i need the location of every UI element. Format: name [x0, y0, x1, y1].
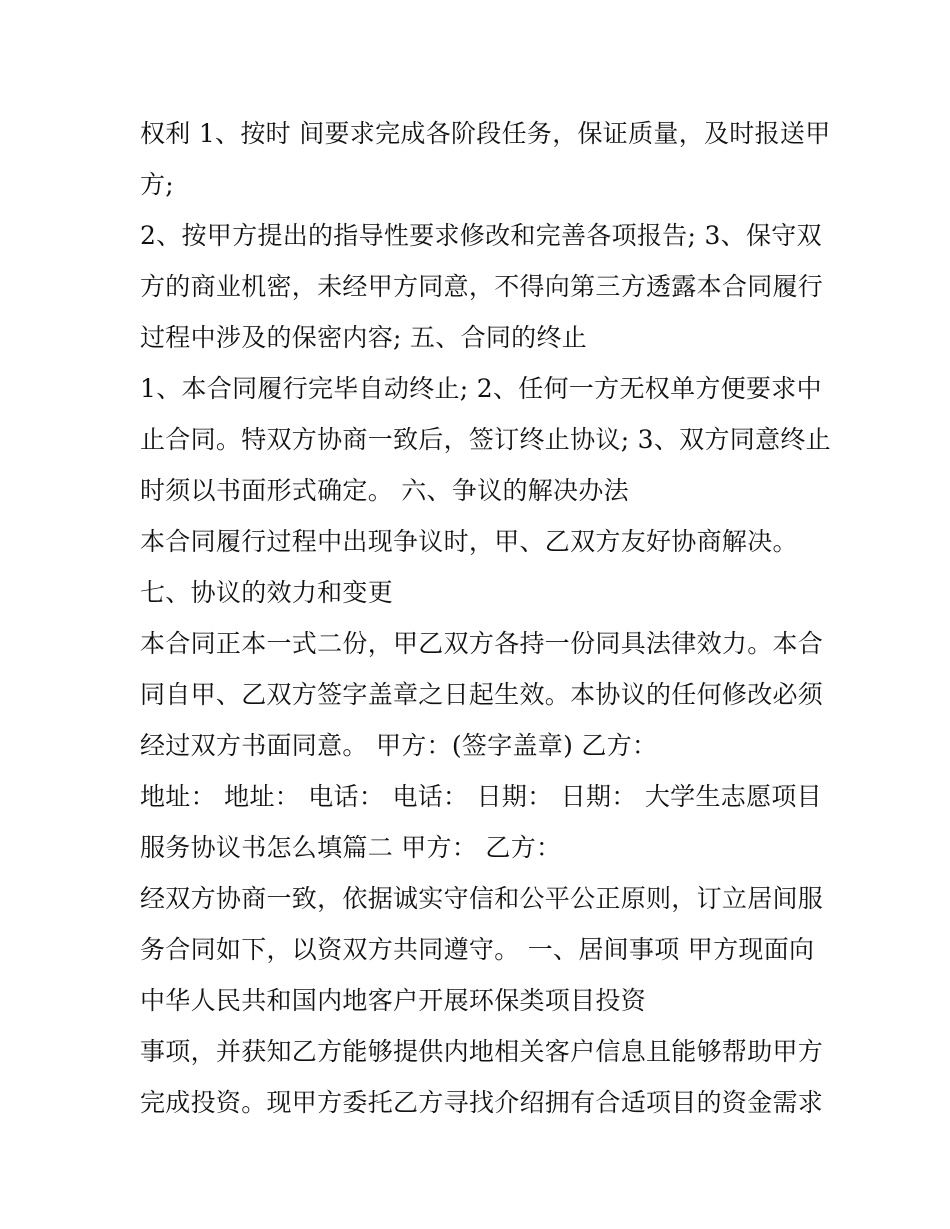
text-line: 2、按甲方提出的指导性要求修改和完善各项报告; 3、保守双	[140, 221, 822, 250]
text-line: 完成投资。现甲方委托乙方寻找介绍拥有合适项目的资金需求	[140, 1088, 824, 1117]
text-line: 地址： 地址： 电话： 电话： 日期： 日期： 大学生志愿项目	[140, 782, 822, 811]
text-line: 经过双方书面同意。 甲方：(签字盖章) 乙方：	[140, 731, 658, 760]
document-body	[140, 108, 831, 1128]
text-line: 时须以书面形式确定。 六、争议的解决办法	[140, 476, 629, 505]
text-line: 务合同如下，以资双方共同遵守。 一、居间事项 甲方现面向	[140, 935, 815, 964]
text-line: 经双方协商一致，依据诚实守信和公平公正原则，订立居间服	[140, 884, 824, 913]
text-line: 1、本合同履行完毕自动终止; 2、任何一方无权单方便要求中	[140, 374, 822, 403]
text-line: 本合同履行过程中出现争议时，甲、乙双方友好协商解决。	[140, 527, 798, 556]
text-line: 止合同。特双方协商一致后，签订终止协议; 3、双方同意终止	[140, 425, 831, 454]
text-line: 方的商业机密，未经甲方同意，不得向第三方透露本合同履行	[140, 272, 824, 301]
text-line: 权利 1、按时 间要求完成各阶段任务，保证质量，及时报送甲	[140, 119, 831, 148]
text-line: 同自甲、乙双方签字盖章之日起生效。本协议的任何修改必须	[140, 680, 824, 709]
text-line: 七、协议的效力和变更	[140, 578, 394, 607]
text-line: 过程中涉及的保密内容; 五、合同的终止	[140, 323, 588, 352]
text-line: 中华人民共和国内地客户开展环保类项目投资	[140, 986, 647, 1015]
text-line: 方;	[140, 170, 175, 199]
text-line: 服务协议书怎么填篇二 甲方： 乙方：	[140, 833, 562, 862]
text-line: 事项，并获知乙方能够提供内地相关客户信息且能够帮助甲方	[140, 1037, 824, 1066]
text-line: 本合同正本一式二份，甲乙双方各持一份同具法律效力。本合	[140, 629, 824, 658]
